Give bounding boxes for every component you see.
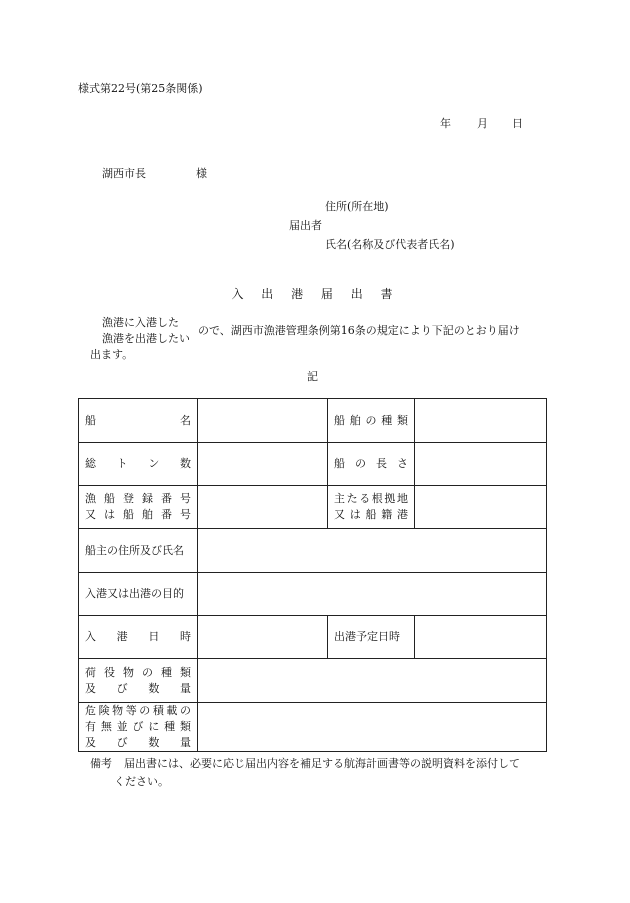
dangerous-goods-label: 危険物等の積載の 有無並びに種類 及び数量 [79, 703, 198, 752]
vessel-type-label: 船舶の種類 [328, 399, 415, 443]
statement-option-depart: 漁港を出港したい [102, 332, 190, 345]
table-row [79, 616, 547, 659]
date-day: 日 [512, 117, 523, 130]
date-year: 年 [440, 117, 451, 130]
purpose-field[interactable] [198, 573, 547, 616]
addressee-name: 湖西市長 [102, 167, 146, 180]
vessel-type-field[interactable] [415, 399, 547, 443]
statement-text-continued: 出ます。 [90, 348, 134, 361]
owner-field[interactable] [198, 529, 547, 573]
home-port-field[interactable] [415, 486, 547, 529]
remarks-label: 備考 [90, 757, 112, 770]
vessel-length-label: 船の長さ [328, 443, 415, 486]
remarks-text: 届出書には、必要に応じ届出内容を補足する航海計画書等の説明資料を添付して [124, 757, 520, 770]
statement-option-enter: 漁港に入港した [102, 316, 179, 329]
dangerous-goods-field[interactable] [198, 703, 547, 752]
cargo-field[interactable] [198, 659, 547, 703]
remarks-text-continued: ください。 [114, 775, 169, 788]
registration-number-field[interactable] [198, 486, 328, 529]
document-title: 入 出 港 届 出 書 [231, 287, 393, 301]
addressee-honorific: 様 [196, 167, 207, 180]
table-row [79, 529, 547, 573]
table-row [79, 443, 547, 486]
owner-label: 船主の住所及び氏名 [79, 529, 198, 573]
departure-date-field[interactable] [415, 616, 547, 659]
cargo-label: 荷役物の種類 及び数量 [79, 659, 198, 703]
statement-text: ので、湖西市漁港管理条例第16条の規定により下記のとおり届け [198, 324, 520, 337]
entry-date-label: 入港日時 [79, 616, 198, 659]
registration-number-label: 漁船登録番号 又は船舶番号 [79, 486, 198, 529]
gross-tonnage-label: 総トン数 [79, 443, 198, 486]
purpose-label: 入港又は出港の目的 [79, 573, 198, 616]
gross-tonnage-field[interactable] [198, 443, 328, 486]
applicant-label: 届出者 [289, 219, 322, 232]
table-row [79, 486, 547, 529]
ki-marker: 記 [307, 370, 318, 383]
home-port-label: 主たる根拠地 又は船籍港 [328, 486, 415, 529]
vessel-info-table [78, 398, 547, 752]
table-row [79, 659, 547, 703]
form-number: 様式第22号(第25条関係) [78, 82, 203, 95]
name-label: 氏名(名称及び代表者氏名) [325, 238, 455, 251]
entry-date-field[interactable] [198, 616, 328, 659]
table-row [79, 703, 547, 752]
table-row [79, 399, 547, 443]
vessel-length-field[interactable] [415, 443, 547, 486]
table-row [79, 573, 547, 616]
address-label: 住所(所在地) [325, 200, 389, 213]
departure-date-label: 出港予定日時 [328, 616, 415, 659]
date-month: 月 [477, 117, 488, 130]
vessel-name-label: 船名 [79, 399, 198, 443]
vessel-name-field[interactable] [198, 399, 328, 443]
